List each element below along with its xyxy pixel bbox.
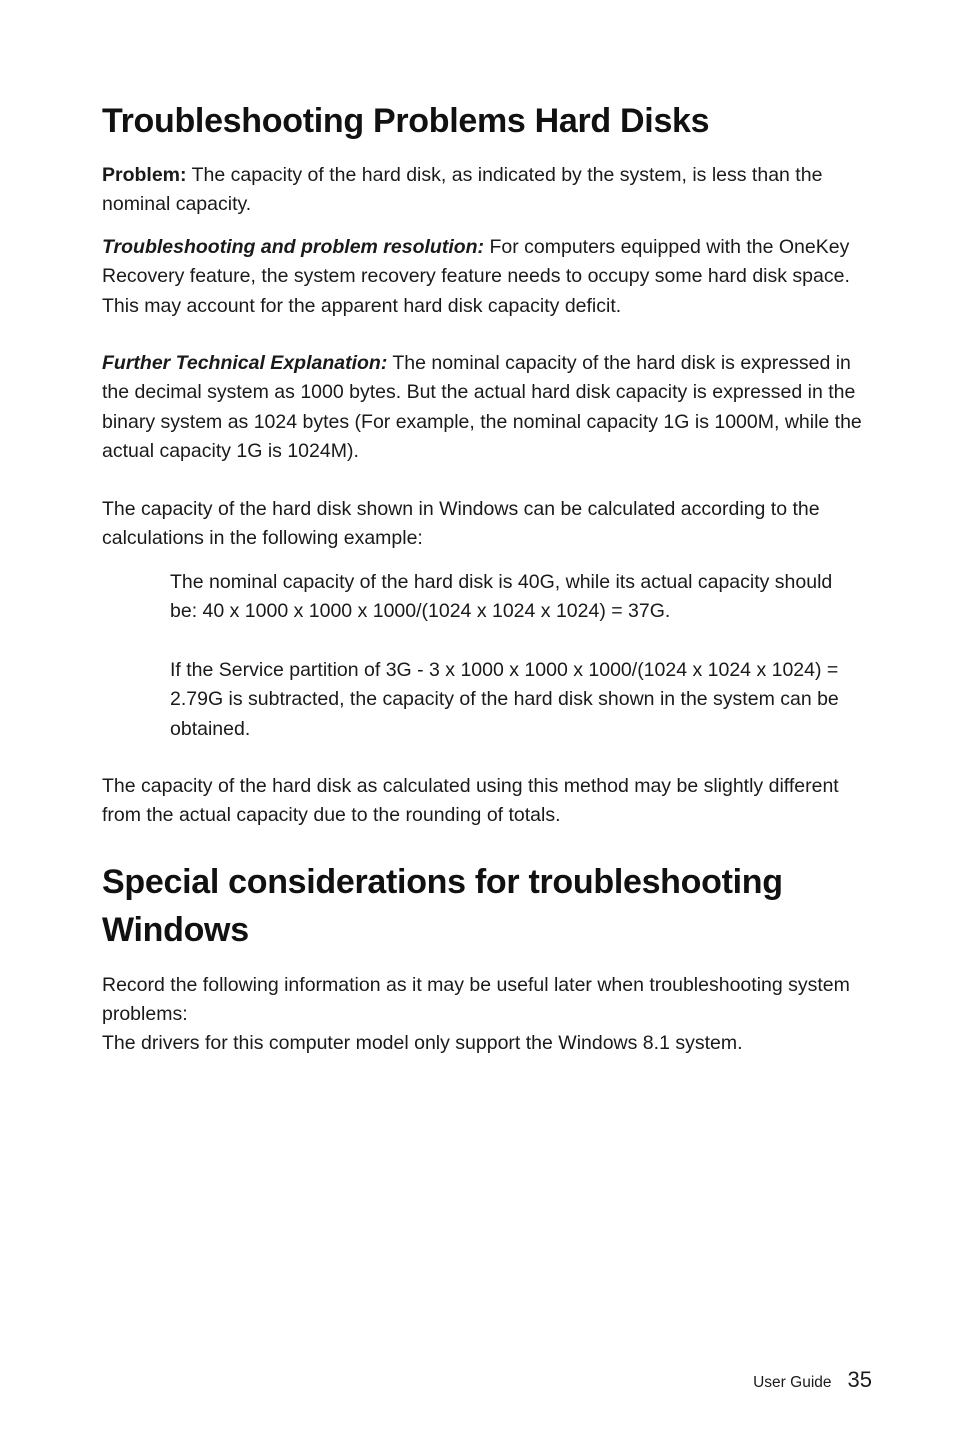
problem-label: Problem: [102,164,187,186]
resolution-text: For computers equipped with the OneKey Recovery feature, the system recovery feature needs to occupy some hard disk space. This may account for the apparent hard disk capacity deficit. [102,236,850,317]
heading-line-1: Special considerations for troubleshooting [102,863,783,901]
example-nominal-capacity: The nominal capacity of the hard disk is 40G, while its actual capacity should be: 40 x 1000 x 1000 x 1000/(1024 x 1024 x 1024) = 37G. [170,571,833,623]
section-heading-windows [102,858,783,954]
example-service-partition: If the Service partition of 3G - 3 x 1000 x 1000 x 1000/(1024 x 1024 x 1024) = 2.79G is subtracted, the capacity of the hard disk shown in the system can be obtained. [170,659,839,740]
record-info-paragraph: Record the following information as it may be useful later when troubleshooting system problems: [102,974,850,1026]
section-heading-hard-disks: Troubleshooting Problems Hard Disks [102,102,710,140]
footer-label: User Guide [753,1374,832,1391]
explanation-paragraph [102,349,864,466]
heading-line-2: Windows [102,911,249,949]
explanation-text: The nominal capacity of the hard disk is expressed in the decimal system as 1000 bytes. But the actual hard disk capacity is expressed in the binary system as 1024 bytes (For example, the nominal capacity 1G is 1000M, while the actual capacity 1G is 1024M). [102,352,862,462]
page-number: 35 [847,1367,872,1392]
drivers-support-paragraph: The drivers for this computer model only support the Windows 8.1 system. [102,1032,743,1054]
resolution-label: Troubleshooting and problem resolution: [102,236,485,258]
explanation-label: Further Technical Explanation: [102,352,388,374]
page-footer [753,1367,872,1393]
problem-paragraph [102,161,864,220]
calc-note-paragraph: The capacity of the hard disk as calculated using this method may be slightly different from the actual capacity due to the rounding of totals. [102,775,839,827]
calc-intro-paragraph: The capacity of the hard disk shown in Windows can be calculated according to the calculations in the following example: [102,498,820,550]
resolution-paragraph [102,233,864,321]
problem-text: The capacity of the hard disk, as indicated by the system, is less than the nominal capacity. [102,164,823,216]
